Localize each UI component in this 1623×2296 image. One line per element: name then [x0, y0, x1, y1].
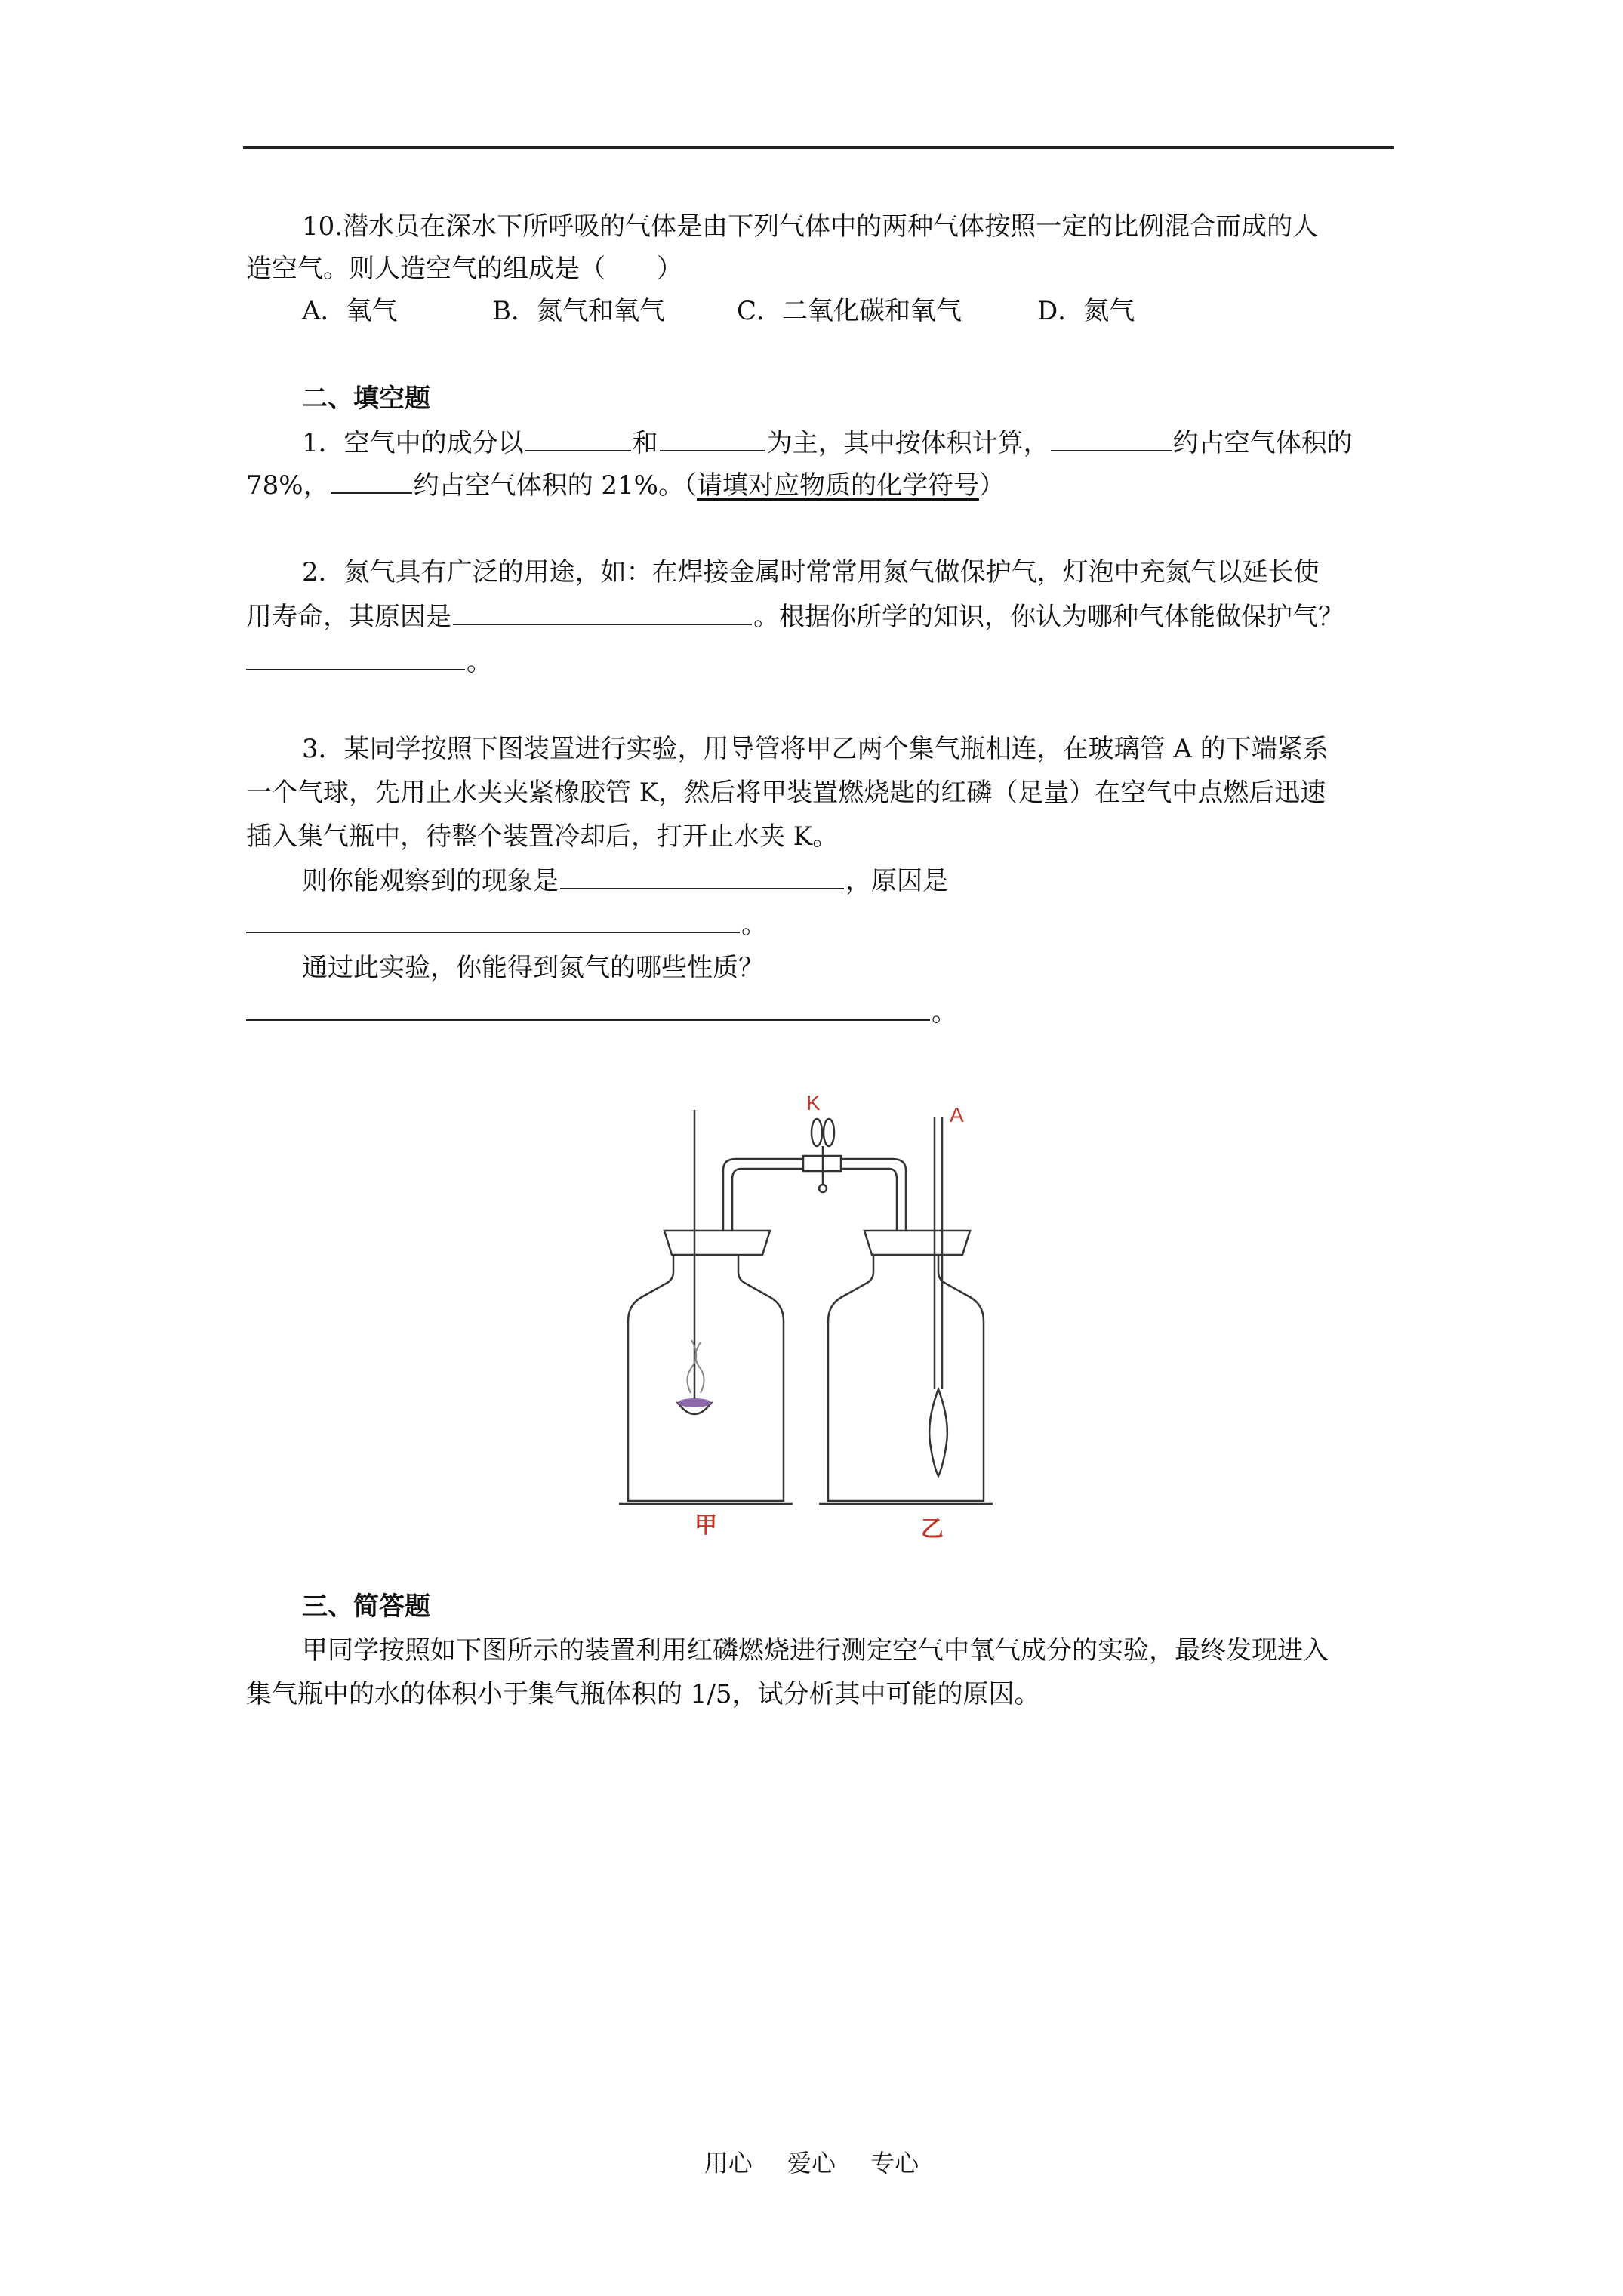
s2-q1-part4: 约占空气体积的: [1172, 428, 1353, 458]
s2-q3-line2: 一个气球，先用止水夹夹紧橡胶管 K，然后将甲装置燃烧匙的红磷（足量）在空气中点燃后迅速: [246, 778, 1326, 808]
s2-q1-blank1[interactable]: [525, 427, 631, 451]
smoke: [687, 1340, 704, 1393]
s2-q3-line1: 3．某同学按照下图装置进行实验，用导管将甲乙两个集气瓶相连，在玻璃管 A 的下端紧系: [302, 734, 1329, 764]
footer: [0, 2144, 1623, 2179]
section2-title: 二、填空题: [302, 384, 430, 414]
q10-option-b: B．氮气和氧气: [492, 296, 665, 326]
s2-q1-line2: [246, 470, 1005, 501]
label-yi: 乙: [921, 1516, 944, 1542]
s2-q1-part3: 为主，其中按体积计算，: [766, 428, 1049, 458]
s2-q1-part6: 约占空气体积的 21%。（: [413, 470, 697, 501]
s2-q3-line6: 通过此实验，你能得到氮气的哪些性质？: [302, 953, 764, 983]
right-bottle: [828, 1255, 984, 1501]
footer-item-3: 专心: [870, 2149, 919, 2177]
s2-q3-end1: 。: [741, 910, 767, 940]
s2-q1-part2: 和: [632, 428, 658, 458]
label-a: A: [950, 1103, 964, 1126]
s2-q1-blank4[interactable]: [331, 470, 412, 494]
label-k: K: [806, 1091, 821, 1114]
right-stopper: [864, 1231, 970, 1255]
s2-q3-line5: [246, 909, 767, 940]
connector-tube-inner: [732, 1169, 897, 1231]
q10-line1: 10.潜水员在深水下所呼吸的气体是由下列气体中的两种气体按照一定的比例混合而成的人: [302, 211, 1319, 242]
s2-q2-end: 。: [467, 647, 492, 677]
s2-q3-blank3[interactable]: [246, 997, 930, 1021]
s2-q2-line3: [246, 646, 492, 677]
left-stopper: [664, 1231, 770, 1255]
q10-option-a: A．氧气: [302, 296, 398, 326]
clamp-k-handle-right: [824, 1119, 834, 1146]
red-phosphorus: [678, 1398, 711, 1407]
s2-q1-note: 请填对应物质的化学符号: [696, 470, 979, 501]
section3-title: 三、简答题: [302, 1592, 430, 1622]
s2-q3-line3: 插入集气瓶中，待整个装置冷却后，打开止水夹 K。: [246, 821, 839, 852]
s3-line2: 集气瓶中的水的体积小于集气瓶体积的 1/5，试分析其中可能的原因。: [246, 1679, 1040, 1709]
s3-line1: 甲同学按照如下图所示的装置利用红磷燃烧进行测定空气中氧气成分的实验，最终发现进入: [302, 1635, 1329, 1666]
s2-q1-blank3[interactable]: [1051, 427, 1172, 451]
clamp-k-knob: [819, 1185, 827, 1192]
s2-q3-part2: ，原因是: [845, 866, 948, 896]
s2-q2-part2: 。根据你所学的知识，你认为哪种气体能做保护气？: [753, 602, 1344, 632]
footer-item-1: 用心: [704, 2149, 753, 2177]
left-bottle: [628, 1255, 784, 1501]
s2-q3-line7: [246, 997, 957, 1028]
s2-q1-part5: 78%，: [246, 470, 329, 501]
label-jia: 甲: [694, 1512, 717, 1539]
s2-q1-part1: 1．空气中的成分以: [302, 428, 524, 458]
s2-q2-line1: 2．氮气具有广泛的用途，如：在焊接金属时常常用氮气做保护气，灯泡中充氮气以延长使: [302, 557, 1320, 587]
q10-line2: 造空气。则人造空气的组成是（ ）: [246, 254, 682, 284]
s2-q1-blank2[interactable]: [660, 427, 765, 451]
s2-q3-blank2[interactable]: [246, 909, 740, 933]
s2-q2-part1: 用寿命，其原因是: [246, 602, 451, 632]
footer-item-2: 爱心: [787, 2149, 836, 2177]
apparatus-figure: [619, 1087, 1042, 1542]
s2-q2-blank1[interactable]: [453, 601, 752, 625]
q10-option-c: C．二氧化碳和氧气: [737, 296, 962, 326]
clamp-k-handle-left: [812, 1119, 822, 1146]
s2-q3-part1: 则你能观察到的现象是: [302, 866, 559, 896]
s2-q2-line2: [246, 601, 1344, 632]
s2-q1-line1: [302, 427, 1353, 458]
s2-q1-part7: ）: [978, 470, 1005, 501]
header-rule: [243, 146, 1394, 149]
q10-option-d: D．氮气: [1037, 296, 1135, 326]
s2-q3-line4: [302, 865, 948, 896]
balloon: [929, 1389, 947, 1476]
s2-q3-end2: 。: [932, 997, 957, 1028]
s2-q3-blank1[interactable]: [560, 865, 844, 889]
s2-q2-blank2[interactable]: [246, 646, 465, 670]
